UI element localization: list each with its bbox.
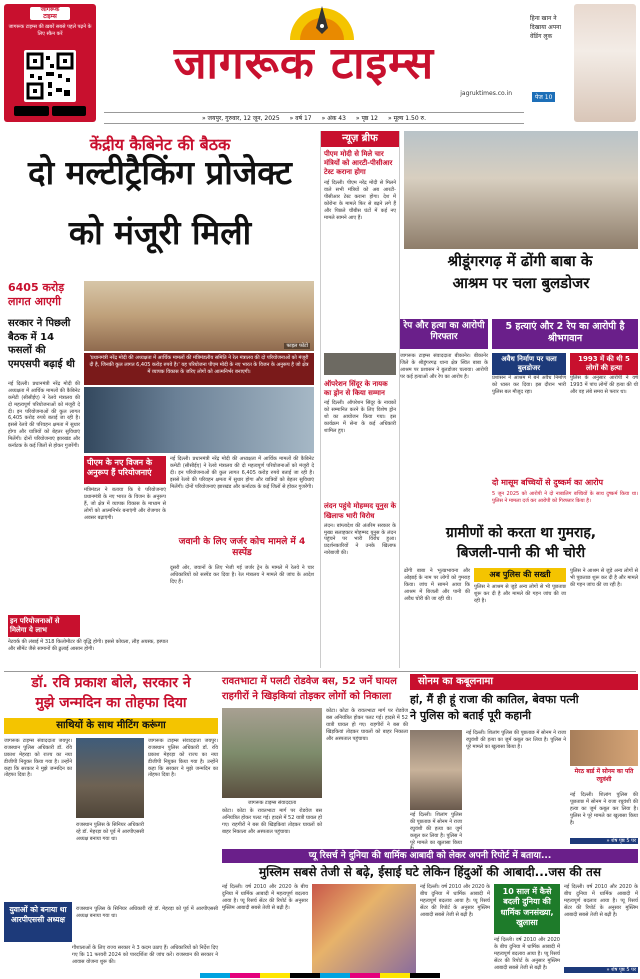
brief-h1[interactable]: पीएम मोदी से मिले चार मंत्रियों को आरटी-पीसीआर टेस्ट कराना होगा (324, 150, 393, 177)
baba-sub2-body: पुलिस के अनुसार आरोपी ने वर्ष 1993 में पांच लोगों की हत्या की थी और वह लंबे समय से फरार था। (570, 375, 638, 395)
sonam-headline-1[interactable]: हां, मैं ही हूं राजा की कातिल, बेवफा पत्नी (410, 693, 579, 706)
lead-headline-1[interactable]: दो मल्टीट्रैकिंग प्रोजेक्ट (28, 153, 292, 192)
village-sub-body: पुलिस ने आश्रम से जुड़े अन्य लोगों से भी पूछताछ शुरू कर दी है और मामले की गहन जांच की जा रही है। (474, 584, 566, 604)
brief-h3[interactable]: लंदन पहुंचे मोहम्मद यूनुस के खिलाफ भारी विरोध (324, 502, 396, 520)
bus-headline-2[interactable]: राहगीरों ने खिड़कियां तोड़कर लोगों को निकाला (222, 691, 392, 702)
bus-photo[interactable] (222, 708, 322, 798)
bus-body-2: कोटा। कोटा के रावतभाटा मार्ग पर रोडवेज बस अनियंत्रित होकर पलट गई। हादसे में 52 यात्री घायल हो गए। राहगीरों ने बस की खिड़कियां तोड़कर घायलों को बाहर निकाला और अस्पताल पहुंचाया। (222, 808, 322, 835)
promo-page: पेज 10 (532, 92, 555, 102)
price: » मूल्य 1.50 रु. (387, 115, 427, 122)
baba-photo[interactable] (404, 131, 638, 249)
village-sub: अब पुलिस की सख्ती (474, 568, 566, 582)
sonam-body: नई दिल्ली। शिलांग पुलिस की पूछताछ में सोनम ने राजा रघुवंशी की हत्या का जुर्म कबूल कर लिया है। पुलिस ने पूरे मामले का खुलासा किया है। (466, 730, 566, 750)
baba-sub1-body: प्रशासन ने आश्रम में बने अवैध निर्माण को ध्वस्त कर दिया। इस दौरान भारी पुलिस बल मौजूद रहा। (492, 375, 566, 395)
baba-sub3-body: 5 जून 2025 को आरोपी ने दो नाबालिग बच्चियों के साथ दुष्कर्म किया था। पुलिस ने मामला दर्ज कर आरोपी को गिरफ्तार किया है। (492, 491, 638, 504)
ravi-body-col3: जागरूक टाइम्स संवाददाता जयपुर। राजस्थान पुलिस अधिकारी डॉ. रवि प्रकाश मेहरड़ा को राज्य का नया डीजीपी नियुक्त किया गया है। उन्होंने कहा कि सरकार ने मुझे जन्मदिन का तोहफा दिया है। (148, 738, 218, 779)
sonam-body-3: नई दिल्ली। शिलांग पुलिस की पूछताछ में सोनम ने राजा रघुवंशी की हत्या का जुर्म कबूल कर लिया है। पुलिस ने पूरे मामले का खुलासा किया है। (570, 792, 638, 826)
pew-photo[interactable] (312, 884, 416, 974)
baba-sub2: 1993 में की थी 5 लोगों की हत्या (570, 353, 638, 375)
sun-pen-logo-icon (282, 2, 362, 40)
pages: » पृष्ठ 12 (355, 115, 378, 122)
app-badge-logo: जागरूक टाइम्स (30, 7, 70, 20)
play-store-icon[interactable] (14, 106, 49, 116)
baba-body: जागरूक टाइम्स संवाददाता बीकानेर। बीकानेर जिले के श्रीडूंगरगढ़ थाना क्षेत्र स्थित बाबा के आश्रम पर प्रशासन ने बुलडोजर चलाया। आरोपी पर कई हत्याओं और रेप का आरोप है। (400, 353, 488, 380)
sonam-more-link[interactable]: » शेष पृष्ठ 5 पर (570, 838, 638, 844)
rail-minister-photo[interactable] (84, 387, 314, 453)
ravi-headline-1[interactable]: डॉ. रवि प्रकाश बोले, सरकार ने (31, 675, 191, 691)
sub1-title: इन परियोजनाओं से मिलेगा ये लाभ (8, 615, 80, 637)
section-divider (4, 671, 636, 672)
bus-photo-caption: जागरूक टाइम्स संवाददाता (247, 800, 297, 806)
sub2-band (84, 456, 166, 484)
promo-photo (574, 4, 636, 122)
ravi-sub-body: राजस्थान पुलिस के सिनियर अधिकारी रहे डॉ. मेहरड़ा को पूर्व में आरपीएससी अध्यक्ष बनाया गया था। (76, 906, 218, 919)
brief-b1: नई दिल्ली। पीएम नरेंद्र मोदी से मिलने वाले सभी मंत्रियों को अब आरटी-पीसीआर टेस्ट कराना होगा। देश में कोरोना के मामले फिर से बढ़ने लगे हैं और पिछले चौबीस घंटों में कई नए मामले सामने आए हैं। (324, 180, 396, 221)
lead-story (4, 131, 316, 668)
baba-sub3: दो मासूम बच्चियों से दुष्कर्म का आरोप (492, 478, 604, 487)
pew-body-3: नई दिल्ली। वर्ष 2010 और 2020 के बीच दुनिया में धार्मिक आबादी में महत्वपूर्ण बदलाव आया है। प्यू रिसर्च सेंटर की रिपोर्ट के अनुसार मुस्लिम आबादी सबसे तेजी से बढ़ी है। (564, 884, 638, 918)
ravi-photo[interactable] (76, 738, 144, 818)
village-headline-1[interactable]: ग्रामीणों को करता था गुमराह, (445, 525, 597, 541)
brief-b3: लंदन। बांग्लादेश की अंतरिम सरकार के मुख्य सलाहकार मोहम्मद यूनुस के लंदन पहुंचने पर भारी विरोध हुआ। प्रदर्शनकारियों ने उनके खिलाफ नारेबाजी की। (324, 522, 396, 557)
lead-body-col3: नई दिल्ली। प्रधानमंत्री नरेंद्र मोदी की अध्यक्षता में आर्थिक मामलों की कैबिनेट कमेटी (सीसीईए) ने रेलवे मंत्रालय की दो महत्वपूर्ण परियोजनाओं को मंजूरी दे दी। इन परियोजनाओं की कुल लागत 6,405 करोड़ रुपये बताई जा रही है। इससे रेलवे की परिवहन क्षमता में सुधार होगा और यात्रियों को बेहतर सुविधाएं मिलेंगी। दोनों परियोजनाएं झारखंड और कर्नाटक के कई जिलों से होकर गुजरेंगी। (170, 456, 314, 490)
brief-photo[interactable] (324, 353, 396, 375)
registration-strip (200, 973, 440, 978)
cabinet-photo[interactable] (84, 281, 314, 351)
pew-story (222, 849, 638, 975)
promo-box[interactable] (528, 4, 638, 122)
lead-headline-2[interactable]: को मंजूरी मिली (68, 213, 252, 252)
sub1-body: नेटवर्क की लंबाई में 318 किलोमीटर की वृद्धि होगी। इससे कोयला, लौह अयस्क, इस्पात और सीमेंट जैसे सामानों की ढुलाई आसान होगी। (8, 639, 168, 652)
baba-headline-2[interactable]: आश्रम पर चला बुलडोजर (452, 274, 590, 292)
website[interactable]: jagruktimes.co.in (460, 90, 512, 97)
village-body-col3: पुलिस ने आश्रम से जुड़े अन्य लोगों से भी पूछताछ शुरू कर दी है और मामले की गहन जांच की जा रही है। (570, 568, 638, 588)
baba-headline-1[interactable]: श्रीडूंगरगढ़ में ढोंगी बाबा के (447, 252, 593, 270)
sonam-body-2: नई दिल्ली। शिलांग पुलिस की पूछताछ में सोनम ने राजा रघुवंशी की हत्या का जुर्म कबूल कर लिया है। पुलिस ने पूरे मामले का खुलासा किया (410, 812, 462, 846)
pew-body-2: नई दिल्ली। वर्ष 2010 और 2020 के बीच दुनिया में धार्मिक आबादी में महत्वपूर्ण बदलाव आया है। प्यू रिसर्च सेंटर की रिपोर्ट के अनुसार मुस्लिम आबादी सबसे तेजी से बढ़ी है। (420, 884, 490, 918)
lead-body: नई दिल्ली। प्रधानमंत्री नरेंद्र मोदी की अध्यक्षता में आर्थिक मामलों की कैबिनेट कमेटी (सीसीईए) ने रेलवे मंत्रालय की दो महत्वपूर्ण परियोजनाओं को मंजूरी दे दी। इन परियोजनाओं की कुल लागत 6,405 करोड़ रुपये बताई जा रही है। इससे रेलवे की परिवहन क्षमता में सुधार होगा और यात्रियों को बेहतर सुविधाएं मिलेंगी। दोनों परियोजनाएं झारखंड और कर्नाटक के कई जिलों से होकर गुजरेंगी। (8, 381, 80, 450)
sonam-inset-photo[interactable] (570, 730, 638, 766)
promo-text: हिना खान ने दिखाया अपना वेडिंग लुक (530, 15, 562, 40)
village-headline-2[interactable]: बिजली-पानी की भी चोरी (456, 545, 586, 561)
ravi-body: जागरूक टाइम्स संवाददाता जयपुर। राजस्थान पुलिस अधिकारी डॉ. रवि प्रकाश मेहरड़ा को राज्य का नया डीजीपी नियुक्त किया गया है। उन्होंने कहा कि सरकार ने मुझे जन्मदिन का तोहफा दिया है। (4, 738, 72, 779)
bus-headline-1[interactable]: रावतभाटा में पलटी रोडवेज बस, 52 जनें घायल (222, 676, 397, 687)
sub3-title: जवानी के लिए जर्जर कोच मामले में 4 सस्पेंड (170, 537, 314, 560)
side-stat-1: 6405 करोड़ लागत आएगी (8, 281, 65, 309)
brief-b2: नई दिल्ली। ऑपरेशन सिंदूर के नायकों को सम्मानित करने के लिए विशेष ड्रोन शो का आयोजन किया गया। इस कार्यक्रम में सेना के कई अधिकारी शामिल हुए। (324, 400, 396, 435)
baba-story (400, 131, 638, 545)
sonam-headline-2[interactable]: ने पुलिस को बताई पूरी कहानी (410, 709, 532, 722)
baba-sub1: अवैध निर्माण पर चला बुलडोजर (492, 353, 566, 375)
photo-caption: फाइल फोटो (286, 343, 308, 349)
sonam-inset-caption: मेरठ बार्ड में सोनम का पति रघुवंशी (574, 768, 634, 783)
pew-body: नई दिल्ली। वर्ष 2010 और 2020 के बीच दुनिया में धार्मिक आबादी में महत्वपूर्ण बदलाव आया है। प्यू रिसर्च सेंटर की रिपोर्ट के अनुसार मुस्लिम आबादी सबसे तेजी से बढ़ी है। (222, 884, 308, 911)
news-brief (320, 131, 400, 668)
ravi-headline-2[interactable]: मुझे जन्मदिन का तोहफा दिया (35, 695, 187, 711)
dateline: » जयपुर, गुरुवार, 12 जून, 2025 (201, 115, 280, 122)
lead-quote: 'प्रधानमंत्री नरेंद्र मोदी की अध्यक्षता में आर्थिक मामलों की मंत्रिमंडलीय समिति ने रेल मंत्रालय की दो परियोजनाओं को मंजूरी दी है, जिनकी कुल लागत 6,405 करोड़ रुपये है।' यह परियोजना पीएम मोदी के नए भारत के विजन के अनुरूप है जो क्षेत्र में व्यापक विकास के जरिए लोगों को आत्मनिर्भर बनाएगी। (84, 353, 314, 385)
year: » वर्ष 17 (289, 115, 312, 122)
masthead (0, 0, 640, 128)
newspaper-title[interactable]: जागरूक टाइम्स (173, 38, 435, 89)
dateline-bar (104, 112, 524, 124)
pew-box[interactable]: 10 साल में कैसे बदली दुनिया की धार्मिक जनसंख्या, खुलासा (494, 884, 560, 934)
ravi-body-col2: राजस्थान पुलिस के सिनियर अधिकारी रहे डॉ. मेहरड़ा को पूर्व में आरपीएससी अध्यक्ष बनाया गया था। (76, 822, 144, 842)
baba-band-2: 5 हत्याएं और 2 रेप का आरोपी है श्रीभगवान (492, 319, 638, 349)
pew-kicker: प्यू रिसर्च ने दुनिया की धार्मिक आबादी को लेकर अपनी रिपोर्ट में बताया... (222, 849, 638, 863)
feature-body: गौशालाओं के लिए राज्य सरकार ने 3 कदम उठाए हैं। अधिकारियों को निर्देश दिए गए कि 11 फरवरी 2024 को पारदर्शिता की जांच करें। राजस्थान की सरकार ने आवास योजना शुरू की। (72, 945, 218, 965)
app-badge[interactable] (4, 4, 96, 122)
lead-kicker: केंद्रीय कैबिनेट की बैठक (89, 135, 231, 154)
sub2-body: मंत्रिमंडल ने बताया कि ये परियोजनाएं प्रधानमंत्री के नए भारत के विजन के अनुरूप हैं, जो क्षेत्र में व्यापक विकास के माध्यम से लोगों को आत्मनिर्भर बनाएंगी और रोजगार के अवसर बढ़ाएंगी। (84, 487, 166, 521)
sub2-title: पीएम के नए विजन के अनुरूप हैं परियोजनाएं (87, 458, 153, 477)
side-stat-2: सरकार ने पिछली बैठक में 14 फसलों की एमएसपी बढ़ाई थी (8, 318, 75, 370)
qr-code-icon[interactable] (24, 50, 76, 102)
village-story (404, 524, 638, 668)
brief-title: न्यूज़ ब्रीफ (321, 131, 399, 147)
bus-body: कोटा। कोटा के रावतभाटा मार्ग पर रोडवेज बस अनियंत्रित होकर पलट गई। हादसे में 52 यात्री घायल हो गए। राहगीरों ने बस की खिड़कियां तोड़कर घायलों को बाहर निकाला और अस्पताल पहुंचाया। (326, 708, 408, 742)
ravi-kicker: साथियों के साथ मीटिंग करूंगा (4, 718, 218, 734)
pew-more-link[interactable]: » शेष पृष्ठ 5 पर (564, 967, 638, 973)
pew-body-4: नई दिल्ली। वर्ष 2010 और 2020 के बीच दुनिया में धार्मिक आबादी में महत्वपूर्ण बदलाव आया है। प्यू रिसर्च सेंटर की रिपोर्ट के अनुसार मुस्लिम आबादी सबसे तेजी से बढ़ी है। (494, 937, 560, 971)
village-body: ढोंगी बाबा ने भूतप्रभावना और ओझाई के नाम पर लोगों को गुमराह किया। जांच में सामने आया कि आश्रम में बिजली और पानी की अवैध चोरी की जा रही थी। (404, 568, 470, 602)
store-badges[interactable] (14, 106, 86, 116)
baba-band-1: रेप और हत्या का आरोपी गिरफ्तार (400, 319, 488, 349)
sub3-body: दूसरी ओर, जवानों के लिए भेजी गई जर्जर ट्रेन के मामले में रेलवे ने चार अधिकारियों को सस्पेंड कर दिया है। रेल मंत्रालय ने मामले की जांच के आदेश दिए हैं। (170, 565, 314, 585)
brief-h2[interactable]: ऑपरेशन सिंदूर के नायक का ड्रोन से किया सम्मान (324, 380, 388, 398)
bus-story (222, 674, 408, 846)
feature-block (72, 945, 218, 975)
sonam-kicker: सोनम का कबूलनामा (410, 674, 638, 690)
app-store-icon[interactable] (52, 106, 87, 116)
ravi-sub: युवाओं को बनाया था आरपीएससी अध्यक्ष (4, 902, 72, 942)
issue: » अंक 43 (321, 115, 346, 122)
pew-headline[interactable]: मुस्लिम सबसे तेजी से बढ़े, ईसाई घटे लेकिन हिंदुओं की आबादी...जस की तस (259, 865, 601, 879)
app-badge-text: जागरूक टाइम्स की ख़बरें सबसे पहले पढ़ने के लिए स्कैन करें (8, 24, 92, 37)
sonam-headline-block (410, 692, 638, 846)
sonam-photo[interactable] (410, 730, 462, 810)
ravi-story (4, 674, 218, 975)
